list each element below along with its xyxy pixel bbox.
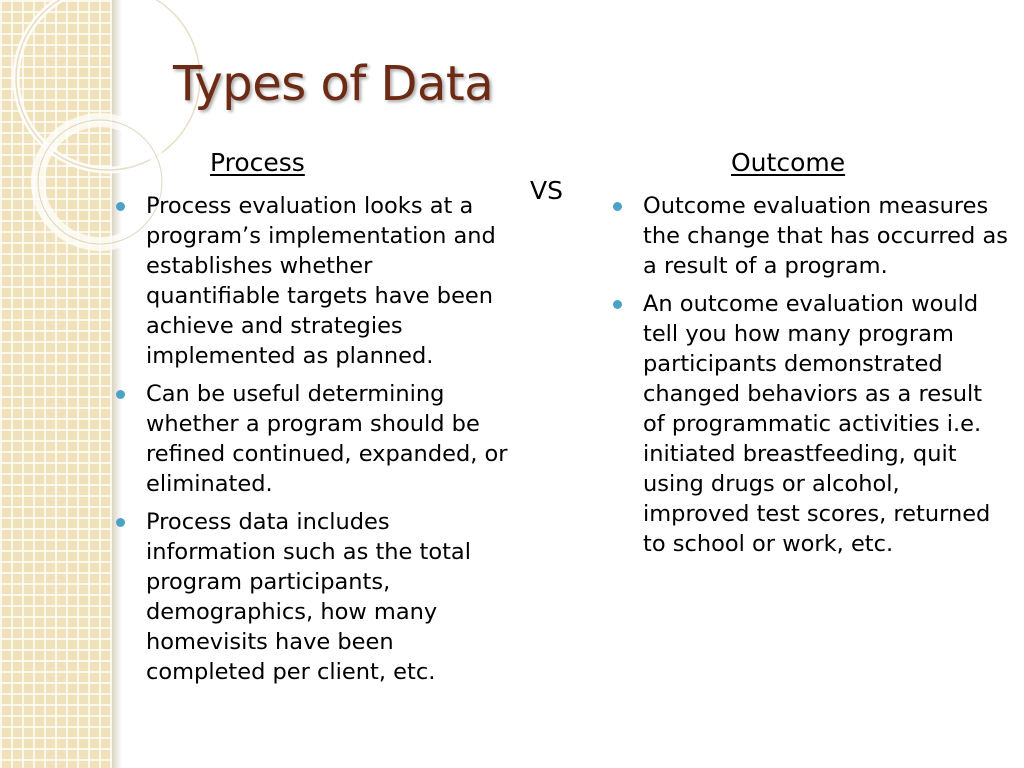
process-heading: Process bbox=[210, 148, 305, 177]
bullet-text: Outcome evaluation measures the change that has occurred as a result of a program. bbox=[643, 193, 1008, 279]
slide-title: Types of Data bbox=[173, 56, 494, 112]
bullet-dot-icon bbox=[613, 202, 622, 211]
bullet-dot-icon bbox=[116, 518, 125, 527]
outcome-heading: Outcome bbox=[731, 148, 846, 177]
bullet-dot-icon bbox=[613, 300, 622, 309]
bullet-dot-icon bbox=[116, 390, 125, 399]
outcome-bullet-list bbox=[613, 191, 1008, 567]
bullet-text: Process evaluation looks at a program’s implementation and establishes whether quantifiable targets have been achieve and strategies implemented as planned. bbox=[146, 193, 496, 369]
bullet-dot-icon bbox=[116, 202, 125, 211]
list-item bbox=[116, 191, 511, 371]
bullet-text: Can be useful determining whether a program should be refined continued, expanded, or eliminated. bbox=[146, 381, 508, 497]
list-item bbox=[116, 379, 511, 499]
list-item bbox=[613, 289, 1008, 559]
list-item bbox=[613, 191, 1008, 281]
list-item bbox=[116, 507, 511, 687]
bullet-text: Process data includes information such as the total program participants, demographics, how many homevisits have been completed per client, etc. bbox=[146, 509, 471, 685]
vs-label: VS bbox=[530, 176, 563, 205]
bullet-text: An outcome evaluation would tell you how many program participants demonstrated changed behaviors as a result of programmatic activities i.e. initiated breastfeeding, quit using drugs or alcohol, improved test scores, returned to school or work, etc. bbox=[643, 291, 991, 557]
process-bullet-list bbox=[116, 191, 511, 695]
